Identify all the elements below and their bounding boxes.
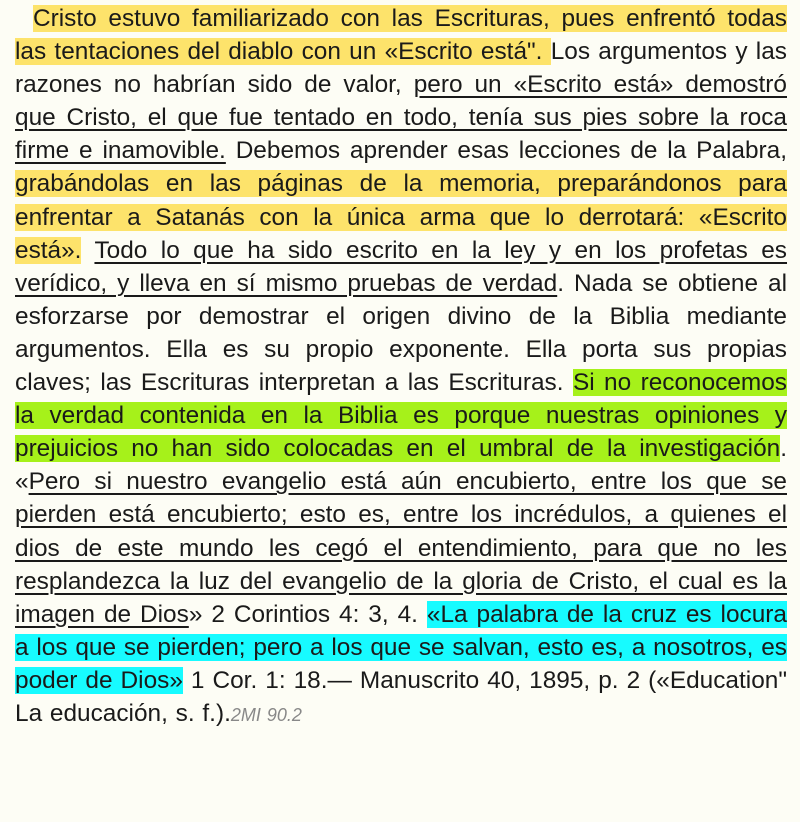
yellow-highlight-2[interactable]: grabándolas en las páginas de la memoria, preparándonos para enfrentar a Satanás con la única arma que lo derrotará: «Escrito está». xyxy=(15,170,787,264)
green-highlight[interactable]: Si no reconocemos la verdad contenida en la Biblia es porque nuestras opiniones y prejuicios no han sido colocadas en el umbral de la investigación xyxy=(15,369,787,463)
underline-3[interactable]: Pero si nuestro evangelio está aún encubierto, entre los que se pierden está encubierto; esto es, entre los incrédulos, a quienes el dios de este mundo les cegó el entendimiento, para que no les resplandezca la luz del evangelio de la gloria de Cristo, el cual es la imagen de Dios xyxy=(15,468,787,628)
reference-code[interactable]: 2MI 90.2 xyxy=(230,704,302,725)
text-segment-4: Debemos aprender esas lecciones de la Palabra, xyxy=(225,137,787,165)
cyan-highlight[interactable]: «La palabra de la cruz es locura a los que se pierden; pero a los que se salvan, esto es, a nosotros, es poder de Dios» xyxy=(15,600,787,694)
reading-page xyxy=(15,2,787,732)
text-segment-2: Los argumentos y las razones no habrían sido de valor, xyxy=(15,38,787,99)
underline-1[interactable]: pero un «Escrito está» demostró que Cristo, el que fue tentado en todo, tenía sus pies sobre la roca firme e inamovible. xyxy=(15,71,787,165)
devotional-paragraph xyxy=(15,2,787,732)
underline-2[interactable]: Todo lo que ha sido escrito en la ley y en los profetas es verídico, y lleva en sí mismo pruebas de verdad xyxy=(15,236,788,297)
text-segment-8: . Nada se obtiene al esforzarse por demostrar el origen divino de la Biblia mediante argumentos. Ella es su propio exponente. Ella porta sus propias claves; las Escrituras interpretan a las Escrituras. xyxy=(15,269,787,397)
text-segment-10: . « xyxy=(15,435,787,496)
text-segment-6 xyxy=(81,237,94,264)
text-segment-14: 1 Cor. 1: 18.— Manuscrito 40, 1895, p. 2 («Education" La educación, s. f.). xyxy=(15,666,787,727)
yellow-highlight-1[interactable]: Cristo estuvo familiarizado con las Escrituras, pues enfrentó todas las tentaciones del diablo con un «Escrito está". xyxy=(15,5,787,66)
text-segment-12: » 2 Corintios 4: 3, 4. xyxy=(188,600,427,628)
